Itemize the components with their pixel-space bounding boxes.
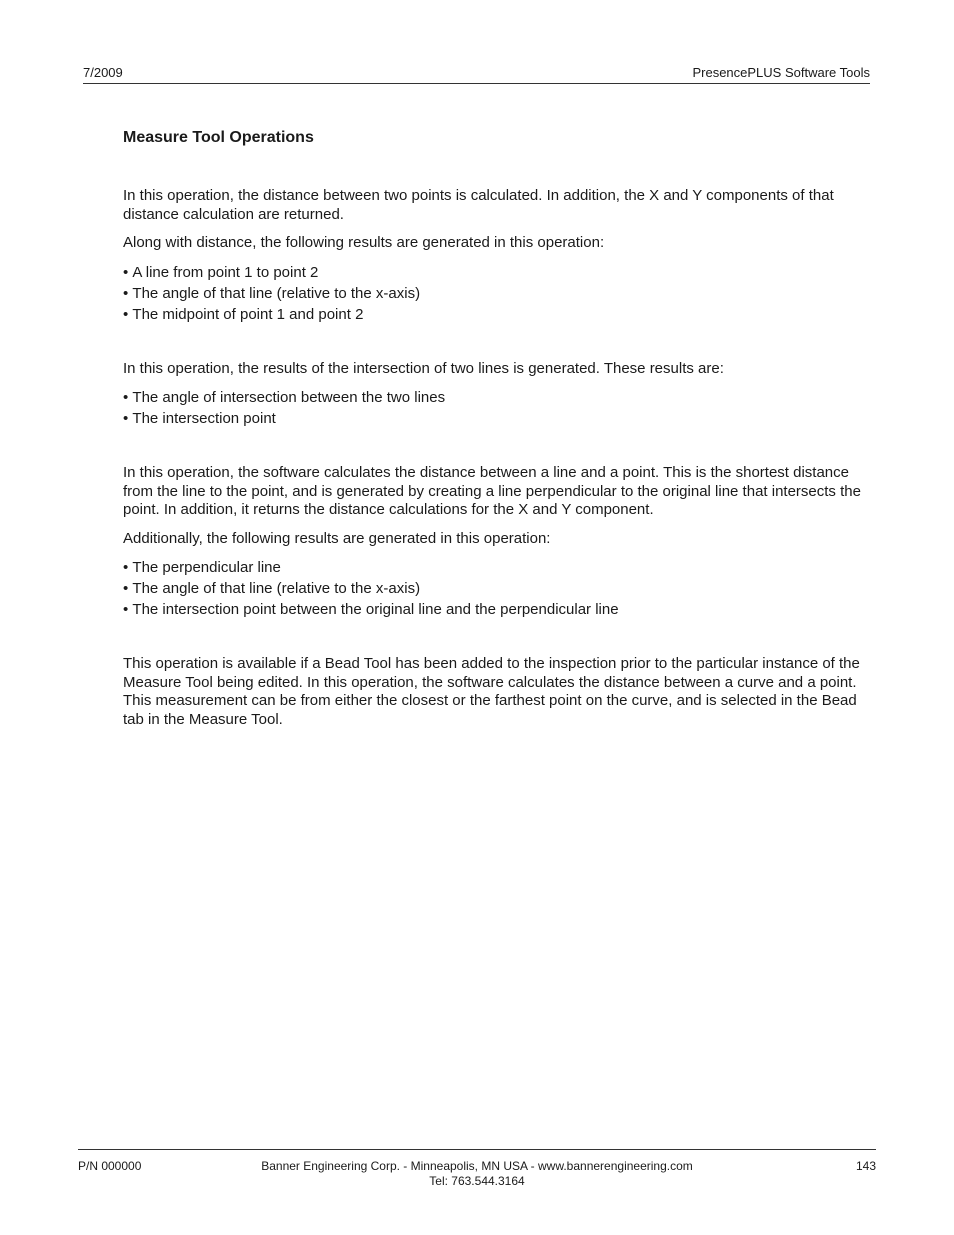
paragraph: In this operation, the software calculates the distance between a line and a point. This is the shortest distance from the line to the point, and is generated by creating a line perpendicular to the original line that intersects the point. In addition, it returns the distance calculations for the X and Y component.	[123, 464, 861, 518]
header-date: 7/2009	[83, 65, 123, 80]
section-point-to-point	[123, 187, 873, 325]
list-item: • The midpoint of point 1 and point 2	[123, 304, 873, 325]
footer-part-number: P/N 000000	[78, 1159, 142, 1173]
list-item: • The intersection point	[123, 408, 873, 429]
page-content	[123, 128, 873, 729]
paragraph: Additionally, the following results are generated in this operation:	[123, 529, 551, 547]
section-curve-to-point	[123, 655, 873, 729]
header-doc-title: PresencePLUS Software Tools	[692, 65, 870, 80]
paragraph: In this operation, the results of the intersection of two lines is generated. These results are:	[123, 359, 724, 377]
list-item: • The angle of that line (relative to the x-axis)	[123, 283, 873, 304]
list-item: • A line from point 1 to point 2	[123, 262, 873, 283]
list-item: • The perpendicular line	[123, 557, 873, 578]
page-footer	[78, 1149, 876, 1195]
list-item: • The angle of intersection between the two lines	[123, 387, 873, 408]
list-item: • The angle of that line (relative to the x-axis)	[123, 578, 873, 599]
footer-company: Banner Engineering Corp. - Minneapolis, MN USA - www.bannerengineering.com	[261, 1159, 693, 1173]
section-line-to-point	[123, 464, 873, 620]
footer-phone: Tel: 763.544.3164	[429, 1174, 525, 1188]
list-item: • The intersection point between the original line and the perpendicular line	[123, 599, 873, 620]
bullet-list	[123, 387, 873, 429]
bullet-list	[123, 262, 873, 325]
bullet-list	[123, 557, 873, 620]
paragraph: In this operation, the distance between two points is calculated. In addition, the X and Y components of that distance calculation are returned.	[123, 187, 834, 223]
paragraph: This operation is available if a Bead Tool has been added to the inspection prior to the particular instance of the Measure Tool being edited. In this operation, the software calculates the distance between a curve and a point. This measurement can be from either the closest or the farthest point on the curve, and is selected in the Bead tab in the Measure Tool.	[123, 655, 860, 728]
paragraph: Along with distance, the following results are generated in this operation:	[123, 234, 605, 251]
footer-company-info	[78, 1159, 876, 1189]
section-line-to-line	[123, 360, 873, 430]
page-header	[83, 64, 870, 84]
section-heading: Measure Tool Operations	[123, 129, 314, 146]
footer-page-number: 143	[855, 1159, 876, 1173]
